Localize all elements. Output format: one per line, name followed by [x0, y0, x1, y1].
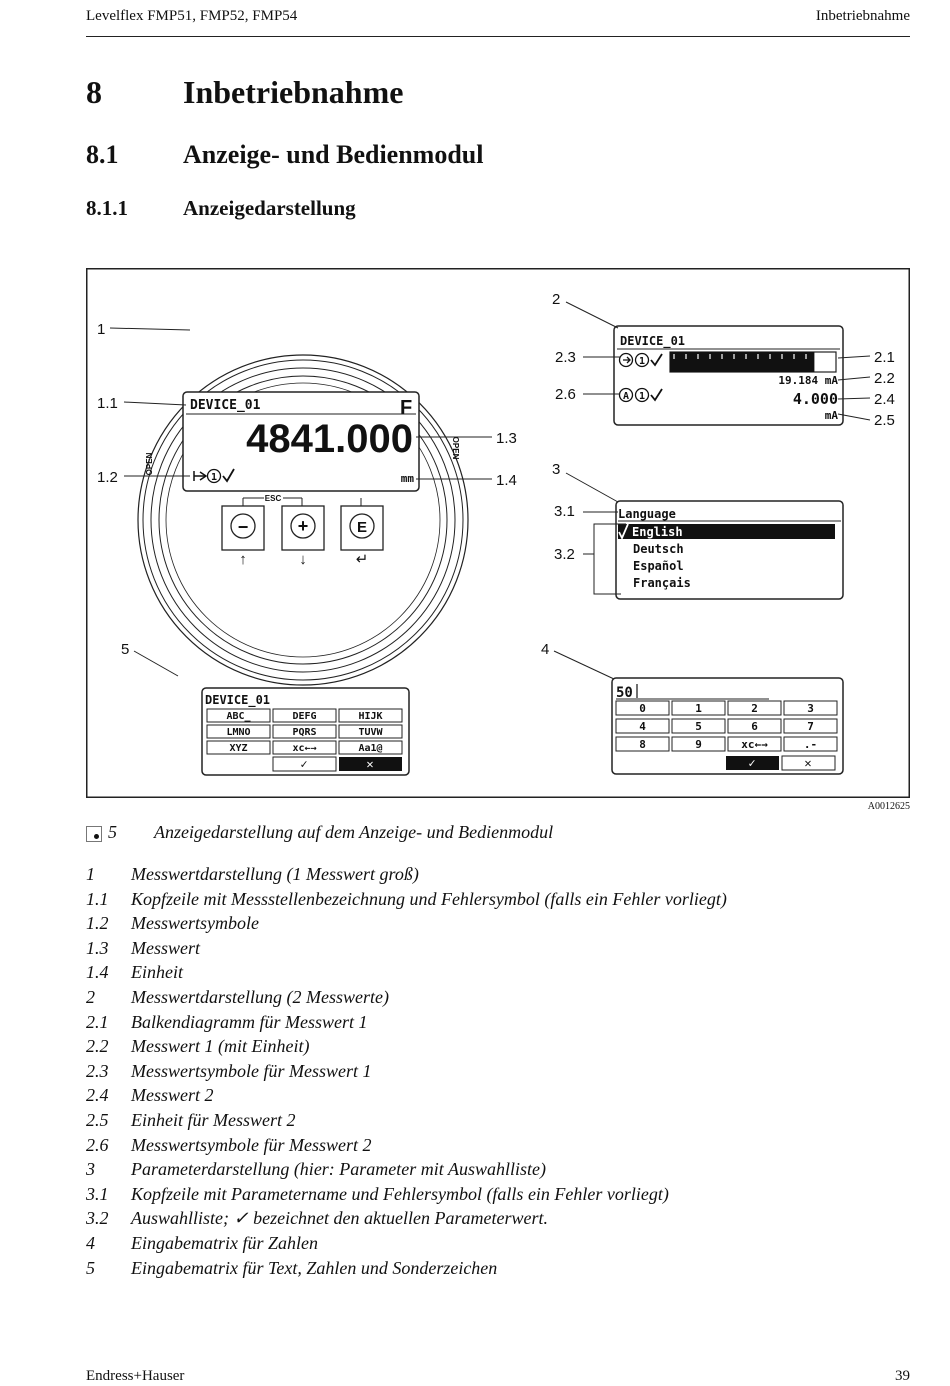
keypad-key[interactable]	[616, 701, 669, 715]
legend-item: 1 Messwertdarstellung (1 Messwert groß)	[86, 864, 419, 884]
legend-item: 1.3 Messwert	[86, 937, 200, 958]
svg-text:PQRS: PQRS	[292, 727, 317, 738]
svg-text:2: 2	[552, 291, 561, 308]
display-3	[616, 501, 843, 599]
keypad-key[interactable]	[207, 725, 270, 738]
svg-text:1.2: 1.2	[97, 469, 118, 486]
svg-text:.-: .-	[803, 738, 818, 751]
legend-item: 3.1 Kopfzeile mit Parametername und Fehlersymbol (falls ein Fehler vorliegt)	[86, 1183, 669, 1204]
svg-text:+: +	[297, 516, 309, 536]
svg-text:1.4: 1.4	[496, 472, 517, 489]
svg-text:3: 3	[552, 461, 561, 478]
svg-text:3.2: 3.2	[554, 546, 575, 563]
keypad-key[interactable]	[672, 701, 725, 715]
svg-text:Aa1@: Aa1@	[358, 743, 383, 754]
svg-text:2.1: 2.1	[874, 349, 895, 366]
svg-text:2.4: 2.4	[874, 391, 895, 408]
display-figure	[86, 268, 910, 798]
d4-cancel-key[interactable]	[782, 756, 835, 770]
svg-text:ABC_: ABC_	[226, 711, 251, 722]
open-label-left: OPEN	[145, 452, 154, 476]
d1-measured-value: 4841.000	[246, 417, 413, 461]
svg-text:5: 5	[695, 720, 702, 733]
esc-label: ESC	[264, 494, 282, 503]
d3-option-1[interactable]: English	[632, 525, 683, 539]
d5-cancel-key[interactable]	[339, 757, 402, 771]
svg-text:7: 7	[807, 720, 814, 733]
svg-text:2.6: 2.6	[555, 386, 576, 403]
legend-item: 5 Eingabematrix für Text, Zahlen und Sonderzeichen	[86, 1257, 498, 1278]
svg-text:5: 5	[121, 641, 130, 658]
svg-text:✕: ✕	[366, 757, 374, 771]
d1-unit: mm	[400, 472, 414, 485]
chapter-title: Inbetriebnahme	[183, 74, 404, 110]
arrow-down-icon: ↓	[299, 551, 307, 568]
legend-item: 2.5 Einheit für Messwert 2	[86, 1109, 296, 1130]
footer-brand: Endress+Hauser	[86, 1368, 185, 1384]
svg-text:−: −	[237, 517, 249, 537]
d4-entry[interactable]: 50	[616, 685, 633, 701]
running-header-right: Inbetriebnahme	[815, 8, 910, 24]
d1-error-symbol: F	[400, 397, 413, 419]
svg-text:✕: ✕	[804, 756, 812, 770]
legend-item: 2.3 Messwertsymbole für Messwert 1	[86, 1060, 372, 1081]
section-title: Anzeige- und Bedienmodul	[183, 140, 484, 169]
svg-text:1.3: 1.3	[496, 430, 517, 447]
legend-item: 1.2 Messwertsymbole	[86, 913, 259, 934]
legend-item: 1.4 Einheit	[86, 962, 183, 983]
figure-number: 5	[108, 822, 117, 842]
svg-text:xc←→: xc←→	[741, 738, 768, 751]
figure-caption	[86, 822, 553, 843]
svg-text:1: 1	[97, 321, 106, 338]
keypad-key[interactable]	[339, 741, 402, 754]
legend-item: 2.2 Messwert 1 (mit Einheit)	[86, 1036, 310, 1057]
display-5	[202, 688, 409, 775]
keypad-key[interactable]	[728, 701, 781, 715]
keypad-key[interactable]	[784, 737, 837, 751]
display-1-lcd	[183, 392, 419, 506]
d2-value-1: 19.184 mA	[778, 374, 838, 387]
keypad-key[interactable]	[339, 725, 402, 738]
d4-ok-key[interactable]	[726, 756, 779, 770]
svg-text:xc←→: xc←→	[292, 743, 317, 754]
d2-value-2: 4.000	[792, 390, 838, 408]
figure-id: A0012625	[867, 801, 910, 812]
svg-text:XYZ: XYZ	[229, 743, 248, 754]
legend-item: 2.1 Balkendiagramm für Messwert 1	[86, 1011, 368, 1032]
keypad-key[interactable]	[339, 709, 402, 722]
d5-keypad	[207, 709, 402, 754]
svg-text:HIJK: HIJK	[358, 711, 383, 722]
svg-text:8: 8	[639, 738, 646, 751]
legend-item: 2 Messwertdarstellung (2 Messwerte)	[86, 986, 389, 1007]
d2-unit-2: mA	[824, 409, 838, 422]
d5-device-name: DEVICE_01	[205, 693, 271, 707]
legend-item: 2.4 Messwert 2	[86, 1085, 214, 1106]
svg-text:A: A	[622, 391, 630, 402]
svg-text:E: E	[356, 519, 368, 536]
d3-title: Language	[618, 507, 676, 521]
chapter-number: 8	[86, 74, 102, 110]
subsection-title: Anzeigedarstellung	[183, 196, 356, 220]
keypad-key[interactable]	[784, 701, 837, 715]
svg-text:4: 4	[639, 720, 646, 733]
svg-text:DEFG: DEFG	[292, 711, 317, 722]
svg-text:9: 9	[695, 738, 702, 751]
svg-text:6: 6	[751, 720, 758, 733]
caption-text: Anzeigedarstellung auf dem Anzeige- und Bedienmodul	[154, 822, 554, 842]
keypad-key[interactable]	[672, 719, 725, 733]
svg-text:2: 2	[751, 702, 758, 715]
svg-text:2.5: 2.5	[874, 412, 895, 429]
svg-text:✓: ✓	[300, 757, 308, 771]
keypad-key[interactable]	[784, 719, 837, 733]
svg-text:0: 0	[639, 702, 646, 715]
arrow-up-icon: ↑	[239, 551, 247, 568]
enter-arrow-icon: ↵	[355, 551, 369, 568]
keypad-key[interactable]	[728, 719, 781, 733]
svg-text:LMNO: LMNO	[226, 727, 251, 738]
keypad-key[interactable]	[273, 725, 336, 738]
svg-text:4: 4	[541, 641, 550, 658]
d3-option-4[interactable]: Français	[633, 576, 691, 590]
svg-text:3.1: 3.1	[554, 503, 575, 520]
section-number: 8.1	[86, 140, 119, 169]
svg-text:1: 1	[695, 702, 702, 715]
svg-text:2.3: 2.3	[555, 349, 576, 366]
d2-bar-fill	[670, 352, 814, 372]
keypad-key[interactable]	[273, 741, 336, 754]
keypad-key[interactable]	[207, 741, 270, 754]
subsection-number: 8.1.1	[86, 196, 128, 220]
keypad-key[interactable]	[207, 709, 270, 722]
header-rule	[86, 36, 910, 37]
legend-item: 2.6 Messwertsymbole für Messwert 2	[86, 1134, 372, 1155]
running-header-left: Levelflex FMP51, FMP52, FMP54	[86, 8, 298, 24]
legend-item: 3.2 Auswahlliste; ✓ bezeichnet den aktuellen Parameterwert.	[86, 1208, 548, 1229]
keypad-key[interactable]	[616, 737, 669, 751]
d2-device-name: DEVICE_01	[620, 334, 686, 348]
svg-text:1: 1	[638, 391, 646, 402]
svg-text:1: 1	[210, 472, 218, 483]
legend-item: 3 Parameterdarstellung (hier: Parameter mit Auswahlliste)	[86, 1159, 546, 1180]
d1-device-name: DEVICE_01	[190, 398, 261, 413]
open-label-right: OPEN	[451, 436, 460, 460]
keypad-key[interactable]	[728, 737, 781, 751]
keypad-key[interactable]	[672, 737, 725, 751]
display-4	[612, 678, 843, 774]
svg-text:✓: ✓	[748, 756, 756, 770]
svg-text:TUVW: TUVW	[358, 727, 383, 738]
legend-item: 1.1 Kopfzeile mit Messstellenbezeichnung und Fehlersymbol (falls ein Fehler vorliegt)	[86, 888, 727, 909]
d3-option-3[interactable]: Español	[633, 559, 684, 573]
figure-icon	[86, 826, 102, 842]
d3-option-2[interactable]: Deutsch	[633, 542, 684, 556]
page-number: 39	[895, 1368, 910, 1384]
svg-text:1: 1	[638, 356, 646, 367]
svg-text:1.1: 1.1	[97, 395, 118, 412]
display-2	[614, 326, 843, 425]
svg-text:3: 3	[807, 702, 814, 715]
svg-text:2.2: 2.2	[874, 370, 895, 387]
legend-item: 4 Eingabematrix für Zahlen	[86, 1232, 318, 1253]
keypad-key[interactable]	[273, 709, 336, 722]
keypad-key[interactable]	[616, 719, 669, 733]
d5-ok-key[interactable]	[273, 757, 336, 771]
figure-legend	[86, 862, 910, 1280]
